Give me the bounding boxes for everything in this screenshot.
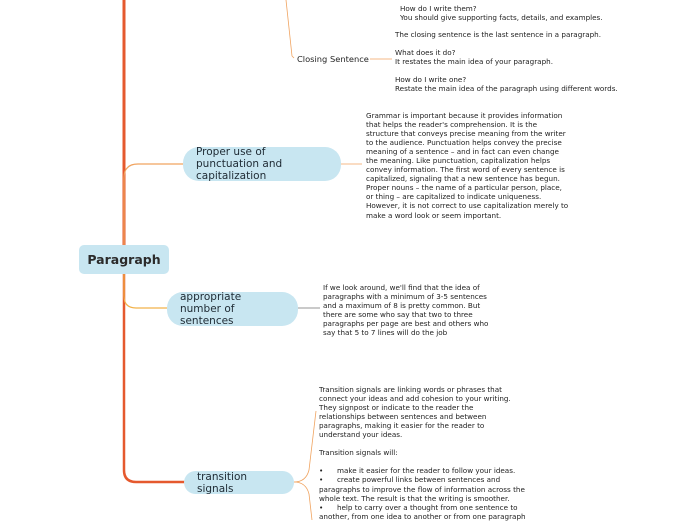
text-line: paragraphs with a minimum of 3-5 sentences: [323, 292, 487, 302]
root-node-paragraph[interactable]: [79, 245, 169, 274]
text-line: that helps the reader's comprehension. It is the: [366, 120, 538, 130]
text-line: What does it do?: [395, 48, 456, 58]
text-line: paragraphs per page are best and others who: [323, 319, 489, 329]
text-line: paragraphs, making it easier for the reader to: [319, 421, 485, 431]
sentences-node[interactable]: [167, 292, 298, 326]
text-line: understand your ideas.: [319, 430, 403, 440]
text-line: convey information. The first word of every sentence is: [366, 165, 565, 175]
text-line: However, it is not correct to use capitalization merely to: [366, 201, 569, 211]
closing-sentence-details: [395, 30, 618, 93]
text-line: the meaning. Like punctuation, capitalization helps: [366, 156, 551, 166]
text-line: Restate the main idea of the paragraph using different words.: [395, 84, 618, 94]
text-line: If we look around, we'll find that the idea of: [323, 283, 480, 292]
closing-sentence-node[interactable]: [297, 55, 369, 64]
text-line: Transition signals are linking words or phrases that: [319, 385, 502, 394]
text-line: and a maximum of 8 is pretty common. But: [323, 301, 481, 311]
text-line: whole text. The result is that the writing is smoother.: [319, 493, 510, 503]
text-line: capitalized, signaling that a new sentence has begun.: [366, 174, 560, 184]
text-line: You should give supporting facts, details, and examples.: [400, 13, 603, 23]
punctuation-details: [366, 111, 568, 220]
sentences-label: appropriate number of sentences: [180, 291, 242, 327]
text-line: Transition signals will:: [319, 448, 398, 458]
branch-sentences: [124, 274, 168, 308]
text-line: How do I write them?: [400, 4, 477, 13]
transitions-detail-line-2: [294, 482, 312, 520]
transitions-node[interactable]: [184, 471, 294, 494]
text-line: They signpost or indicate to the reader the: [319, 403, 474, 413]
text-line: It restates the main idea of your paragraph.: [395, 57, 553, 67]
text-line: structure that conveys precise meaning from the writer: [366, 129, 566, 139]
text-line: Proper nouns – the name of a particular person, place,: [366, 183, 562, 193]
text-line: meaning of a sentence – and in fact can even change: [366, 147, 559, 157]
text-line: there are some who say that two to three: [323, 310, 473, 320]
closing-top-text: [400, 4, 603, 22]
text-line: How do I write one?: [395, 75, 467, 85]
text-line: paragraphs to improve the flow of information across the: [319, 484, 525, 494]
text-line: [395, 66, 618, 75]
sentences-details: [323, 283, 488, 337]
text-line: to the audience. Punctuation helps convey the precise: [366, 138, 562, 148]
text-line: another, from one idea to another or from one paragraph: [319, 511, 526, 521]
text-line: relationships between sentences and between: [319, 412, 487, 422]
transitions-detail-line-1: [294, 411, 316, 482]
text-line: Grammar is important because it provides information: [366, 111, 563, 120]
punctuation-label: Proper use of punctuation and capitalization: [196, 146, 283, 182]
root-label: Paragraph: [87, 252, 161, 267]
branch-punctuation: [124, 164, 184, 245]
transitions-details: [319, 385, 526, 521]
text-line: • help to carry over a thought from one sentence to: [319, 502, 518, 512]
text-line: make a word look or seem important.: [366, 210, 502, 220]
text-line: or thing – are capitalized to indicate uniqueness.: [366, 192, 542, 202]
closing-sentence-label: Closing Sentence: [297, 54, 369, 64]
text-line: say that 5 to 7 lines will do the job: [323, 328, 448, 338]
punctuation-node[interactable]: [183, 147, 341, 181]
text-line: [395, 39, 618, 48]
text-line: [319, 439, 526, 448]
text-line: • make it easier for the reader to follow your ideas.: [319, 466, 516, 476]
transitions-label: transition signals: [197, 470, 248, 495]
text-line: The closing sentence is the last sentence in a paragraph.: [395, 30, 602, 39]
text-line: connect your ideas and add cohesion to your writing.: [319, 394, 511, 404]
text-line: • create powerful links between sentences and: [319, 475, 501, 485]
branch-closing: [286, 0, 294, 58]
text-line: [319, 457, 526, 466]
